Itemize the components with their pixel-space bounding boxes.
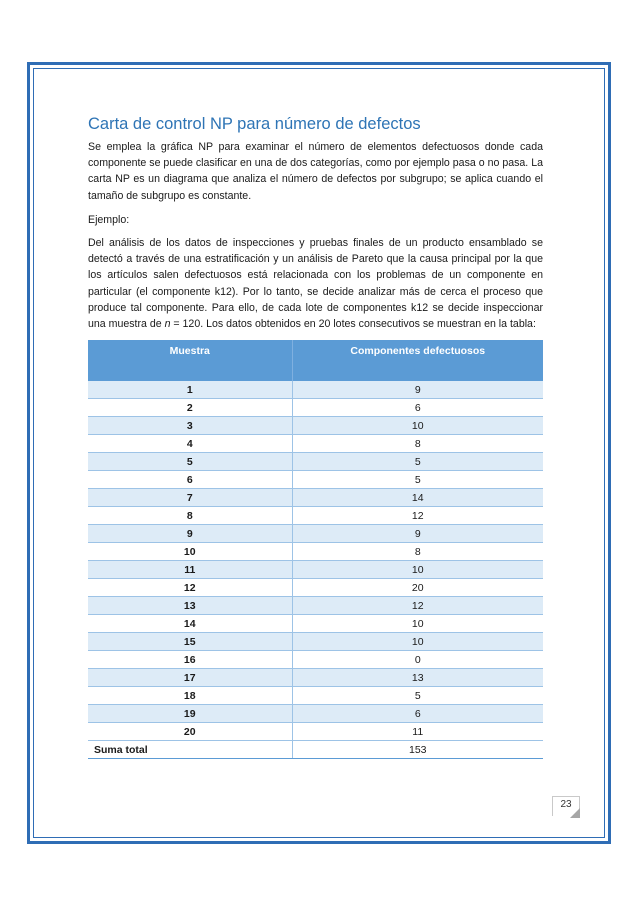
- table-header-row: [88, 340, 543, 381]
- sample-number-cell: 3: [88, 417, 292, 435]
- table-row: [88, 471, 543, 489]
- sample-number-cell: 17: [88, 669, 292, 687]
- defective-count-cell: 10: [292, 561, 543, 579]
- table-row: [88, 453, 543, 471]
- example-label: Ejemplo:: [88, 213, 130, 226]
- table-row: [88, 705, 543, 723]
- defective-count-cell: 9: [292, 525, 543, 543]
- table-row: [88, 435, 543, 453]
- defective-count-cell: 12: [292, 597, 543, 615]
- table-row: [88, 543, 543, 561]
- example-paragraph: [88, 235, 543, 332]
- defective-count-cell: 5: [292, 687, 543, 705]
- defective-count-cell: 10: [292, 417, 543, 435]
- defective-count-cell: 5: [292, 453, 543, 471]
- sample-number-cell: 4: [88, 435, 292, 453]
- sample-number-cell: 9: [88, 525, 292, 543]
- sample-number-cell: 16: [88, 651, 292, 669]
- defective-count-cell: 10: [292, 615, 543, 633]
- header-muestra: Muestra: [88, 340, 292, 381]
- table-row: [88, 417, 543, 435]
- table-row: [88, 615, 543, 633]
- defective-count-cell: 20: [292, 579, 543, 597]
- sample-number-cell: 13: [88, 597, 292, 615]
- defective-count-cell: 8: [292, 543, 543, 561]
- sample-number-cell: 1: [88, 381, 292, 399]
- table-row: [88, 507, 543, 525]
- defective-count-cell: 12: [292, 507, 543, 525]
- page-curl-icon: [570, 808, 580, 818]
- table-row: [88, 381, 543, 399]
- defective-count-cell: 8: [292, 435, 543, 453]
- sample-number-cell: 12: [88, 579, 292, 597]
- defective-count-cell: 13: [292, 669, 543, 687]
- sample-number-cell: 10: [88, 543, 292, 561]
- table-row: [88, 597, 543, 615]
- sample-number-cell: 14: [88, 615, 292, 633]
- defects-table: [88, 340, 543, 759]
- header-componentes-defectuosos: Componentes defectuosos: [292, 340, 543, 381]
- table-row: [88, 723, 543, 741]
- sample-number-cell: 6: [88, 471, 292, 489]
- defective-count-cell: 6: [292, 399, 543, 417]
- section-title: Carta de control NP para número de defectos: [88, 115, 421, 133]
- table-body: [88, 381, 543, 759]
- table-row: [88, 669, 543, 687]
- table-row: [88, 633, 543, 651]
- defective-count-cell: 10: [292, 633, 543, 651]
- example-text-a: Del análisis de los datos de inspecciones y pruebas finales de un producto ensamblado se detectó a través de una estratificación y un análisis de Pareto que la causa principal por la que los artículos salen defectuosos está relacionada con los problemas de un componente en particular (el componente k12). Por lo tanto, se decide analizar más de cerca el proceso que produce tal componente. Para ello, de cada lote de componentes k12 se decide inspeccionar una muestra de: [88, 237, 543, 331]
- page-number: 23: [552, 796, 580, 816]
- table-row: [88, 687, 543, 705]
- defective-count-cell: 14: [292, 489, 543, 507]
- table-row: [88, 525, 543, 543]
- table-total-row: [88, 741, 543, 759]
- defective-count-cell: 9: [292, 381, 543, 399]
- total-label-cell: Suma total: [88, 741, 292, 759]
- sample-number-cell: 7: [88, 489, 292, 507]
- sample-number-cell: 18: [88, 687, 292, 705]
- table-row: [88, 651, 543, 669]
- defective-count-cell: 6: [292, 705, 543, 723]
- defective-count-cell: 0: [292, 651, 543, 669]
- total-value-cell: 153: [292, 741, 543, 759]
- example-text-b: = 120. Los datos obtenidos en 20 lotes consecutivos se muestran en la tabla:: [170, 318, 536, 331]
- table-row: [88, 489, 543, 507]
- sample-number-cell: 5: [88, 453, 292, 471]
- sample-size-variable: n: [164, 318, 171, 331]
- sample-number-cell: 8: [88, 507, 292, 525]
- defective-count-cell: 5: [292, 471, 543, 489]
- document-body: [88, 114, 543, 759]
- sample-number-cell: 11: [88, 561, 292, 579]
- sample-number-cell: 15: [88, 633, 292, 651]
- table-row: [88, 579, 543, 597]
- defective-count-cell: 11: [292, 723, 543, 741]
- table-row: [88, 561, 543, 579]
- sample-number-cell: 2: [88, 399, 292, 417]
- intro-paragraph: Se emplea la gráfica NP para examinar el número de elementos defectuosos donde cada componente se puede clasificar en una de dos categorías, como por ejemplo pasa o no pasa. La carta NP es un diagrama que analiza el número de defectos por subgrupo; se aplica cuando el tamaño de subgrupo es constante.: [88, 141, 543, 202]
- sample-number-cell: 20: [88, 723, 292, 741]
- sample-number-cell: 19: [88, 705, 292, 723]
- table-row: [88, 399, 543, 417]
